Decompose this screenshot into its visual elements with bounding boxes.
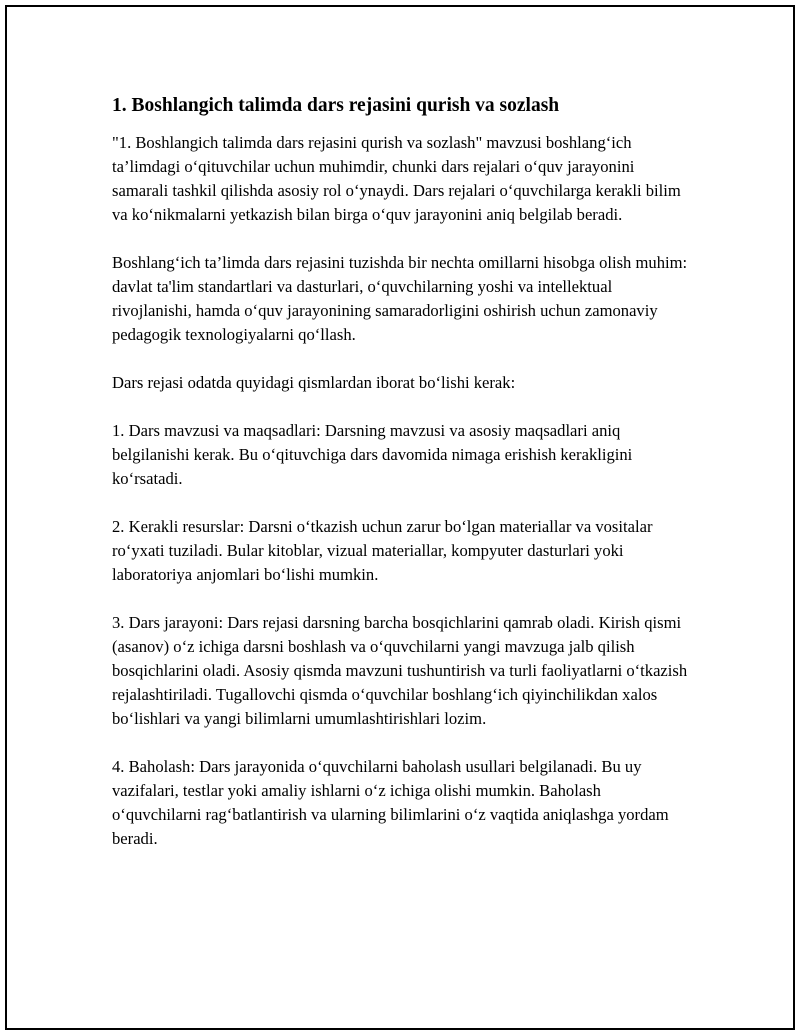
- document-body: [112, 93, 692, 875]
- document-title: 1. Boshlangich talimda dars rejasini qurish va sozlash: [112, 95, 560, 116]
- paragraph-item-3: 3. Dars jarayoni: Dars rejasi darsning barcha bosqichlarini qamrab oladi. Kirish qismi (asanov) o‘z ichiga darsni boshlash va o‘quvchilarni yangi mavzuga jalb qilish bosqichlarini oladi. Asosiy qismda mavzuni tushuntirish va turli faoliyatlarni o‘tkazish rejalashtiriladi. Tugallovchi qismda o‘quvchilar boshlang‘ich qiyinchilikdan xalos bo‘lishlari va yangi bilimlarni umumlashtirishlari lozim.: [112, 613, 688, 728]
- paragraph-item-1: 1. Dars mavzusi va maqsadlari: Darsning mavzusi va asosiy maqsadlari aniq belgilanishi kerak. Bu o‘qituvchiga dars davomida nimaga erishish kerakligini ko‘rsatadi.: [112, 421, 633, 488]
- paragraph-factors: Boshlang‘ich ta’limda dars rejasini tuzishda bir nechta omillarni hisobga olish muhim: davlat ta'lim standartlari va dasturlari, o‘quvchilarning yoshi va intellektual rivojlanishi, hamda o‘quv jarayonining samaradorligini oshirish uchun zamonaviy pedagogik texnologiyalarni qo‘llash.: [112, 253, 688, 344]
- paragraph-item-2: 2. Kerakli resurslar: Darsni o‘tkazish uchun zarur bo‘lgan materiallar va vositalar ro‘yxati tuziladi. Bular kitoblar, vizual materiallar, kompyuter dasturlari yoki laboratoriya anjomlari bo‘lishi mumkin.: [112, 517, 653, 584]
- paragraph-item-4: 4. Baholash: Dars jarayonida o‘quvchilarni baholash usullari belgilanadi. Bu uy vazifalari, testlar yoki amaliy ishlarni o‘z ichiga olishi mumkin. Baholash o‘quvchilarni rag‘batlantirish va ularning bilimlarini o‘z vaqtida aniqlashga yordam beradi.: [112, 757, 669, 848]
- paragraph-parts-intro: Dars rejasi odatda quyidagi qismlardan iborat bo‘lishi kerak:: [112, 373, 516, 392]
- paragraph-intro: "1. Boshlangich talimda dars rejasini qurish va sozlash" mavzusi boshlang‘ich ta’limdagi o‘qituvchilar uchun muhimdir, chunki dars rejalari o‘quv jarayonini samarali tashkil qilishda asosiy rol o‘ynaydi. Dars rejalari o‘quvchilarga kerakli bilim va ko‘nikmalarni yetkazish bilan birga o‘quv jarayonini aniq belgilab beradi.: [112, 133, 681, 224]
